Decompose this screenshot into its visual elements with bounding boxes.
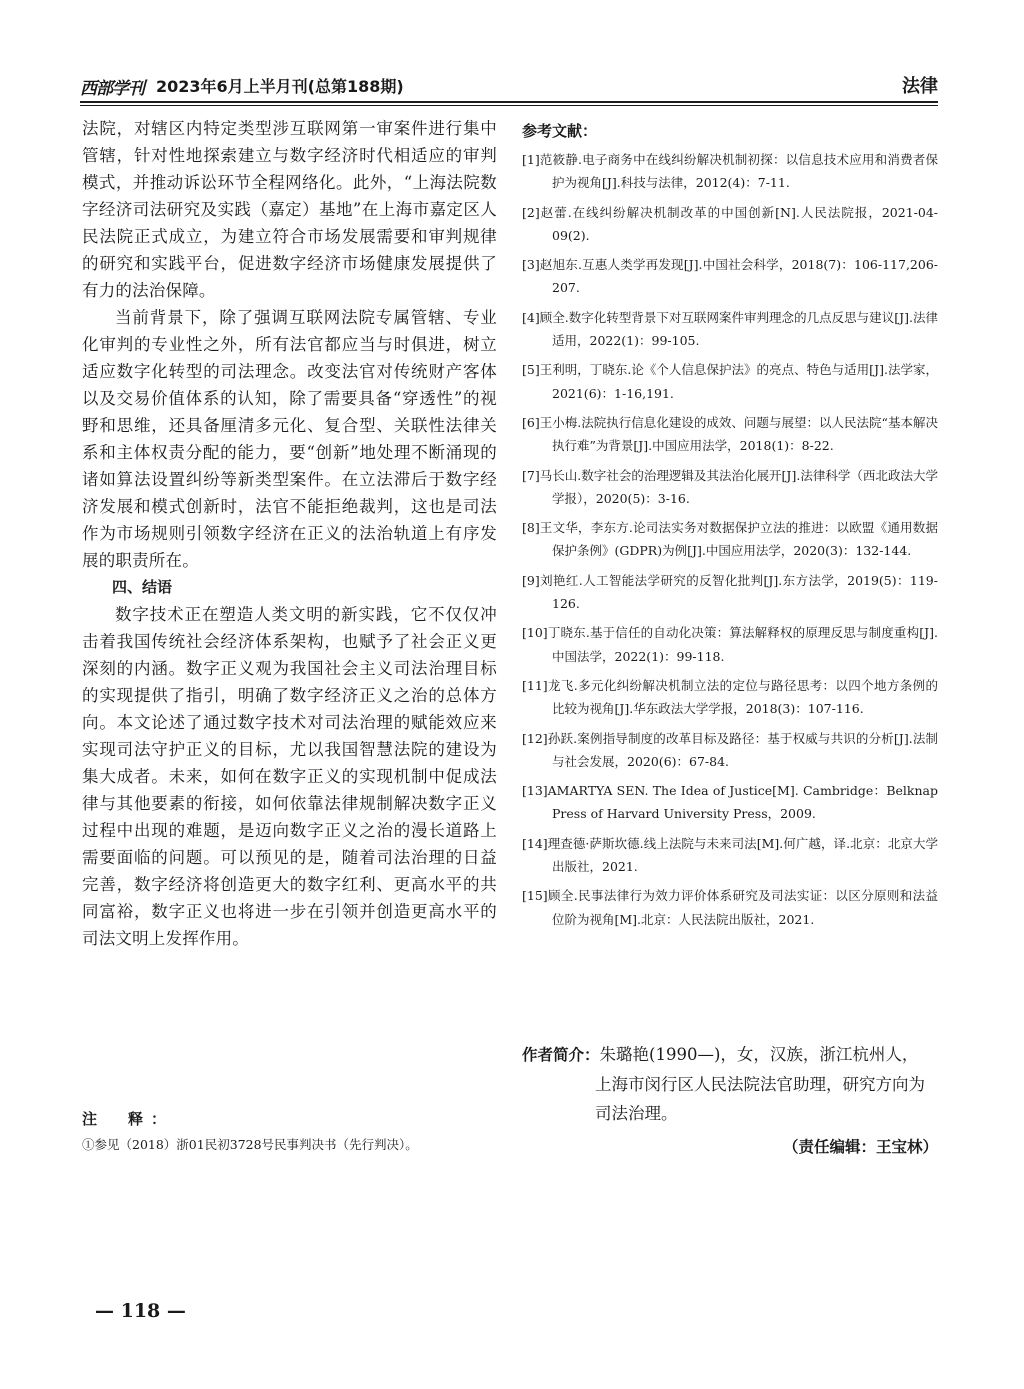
section-label: 法律: [902, 76, 938, 97]
note-item: ①参见（2018）浙01民初3728号民事判决书（先行判决）。: [82, 1137, 418, 1152]
reference-item: [10]丁晓东.基于信任的自动化决策：算法解释权的原理反思与制度重构[J].中国法学，2022(1)：99-118.: [522, 625, 938, 664]
reference-item: [2]赵蕾.在线纠纷解决机制改革的中国创新[N].人民法院报，2021-04-09(2).: [522, 204, 938, 243]
reference-item: [11]龙飞.多元化纠纷解决机制立法的定位与路径思考：以四个地方条例的比较为视角[J].华东政法大学学报，2018(3)：107-116.: [522, 677, 938, 717]
header-rule-thin: [80, 105, 938, 106]
reference-item: [9]刘艳红.人工智能法学研究的反智化批判[J].东方法学，2019(5)：119-126.: [522, 572, 938, 612]
reference-item: [4]顾全.数字化转型背景下对互联网案件审判理念的几点反思与建议[J].法律适用，2022(1)：99-105.: [522, 309, 938, 349]
body-paragraph-3: 数字技术正在塑造人类文明的新实践，它不仅仅冲击着我国传统社会经济体系架构，也赋予了社会正义更深刻的内涵。数字正义观为我国社会主义司法治理目标的实现提供了指引，明确了数字经济正义之治的总体方向。本文论述了通过数字技术对司法治理的赋能效应来实现司法守护正义的目标，尤以我国智慧法院的建设为集大成者。未来，如何在数字正义的实现机制中促成法律与其他要素的衔接，如何依靠法律规制解决数字正义过程中出现的难题，是迈向数字正义之治的漫长道路上需要面临的问题。可以预见的是，随着司法治理的日益完善，数字经济将创造更大的数字红利、更高水平的共同富裕，数字正义也将进一步在引领并创造更高水平的司法文明上发挥作用。: [82, 605, 497, 948]
author-bio: [522, 1040, 938, 1128]
reference-item: [15]顾全.民事法律行为效力评价体系研究及司法实证：以区分原则和法益位阶为视角[M].北京：人民法院出版社，2021.: [522, 888, 938, 927]
reference-item: [3]赵旭东.互惠人类学再发现[J].中国社会科学，2018(7)：106-117,206-207.: [522, 257, 938, 296]
author-bio-line1: 朱璐艳(1990—)，女，汉族，浙江杭州人，: [599, 1045, 919, 1064]
references-title: 参考文献：: [522, 122, 598, 140]
notes-title: 注 释：: [82, 1110, 175, 1128]
reference-item: [14]理查德·萨斯坎德.线上法院与未来司法[M].何广越，译.北京：北京大学出版社，2021.: [522, 835, 938, 875]
reference-item: [8]王文华，李东方.论司法实务对数据保护立法的推进：以欧盟《通用数据保护条例》(GDPR)为例[J].中国应用法学，2020(3)：132-144.: [522, 520, 938, 559]
author-bio-line2: 上海市闵行区人民法院法官助理，研究方向为司法治理。: [595, 1075, 925, 1123]
reference-item: [6]王小梅.法院执行信息化建设的成效、问题与展望：以人民法院“基本解决执行难”为背景[J].中国应用法学，2018(1)：8-22.: [522, 414, 938, 454]
issue-info: 2023年6月上半月刊(总第188期): [156, 77, 404, 96]
body-paragraph-1: 法院，对辖区内特定类型涉互联网第一审案件进行集中管辖，针对性地探索建立与数字经济时代相适应的审判模式，并推动诉讼环节全程网络化。此外，“上海法院数字经济司法研究及实践（嘉定）基地”在上海市嘉定区人民法院正式成立，为建立符合市场发展需要和审判规律的研究和实践平台，促进数字经济市场健康发展提供了有力的法治保障。: [82, 119, 497, 300]
responsible-editor: （责任编辑：王宝林）: [782, 1138, 938, 1156]
body-paragraph-2: 当前背景下，除了强调互联网法院专属管辖、专业化审判的专业性之外，所有法官都应当与时俱进，树立适应数字化转型的司法理念。改变法官对传统财产客体以及交易价值体系的认知，除了需要具备“穿透性”的视野和思维，还具备厘清多元化、复合型、关联性法律关系和主体权责分配的能力，要“创新”地处理不断涌现的诸如算法设置纠纷等新类型案件。在立法滞后于数字经济发展和模式创新时，法官不能拒绝裁判，这也是司法作为市场规则引领数字经济在正义的法治轨道上有序发展的职责所在。: [82, 308, 497, 570]
header-rule-thick: [80, 101, 938, 103]
reference-item: [13]AMARTYA SEN. The Idea of Justice[M]. Cambridge：Belknap Press of Harvard University Press，2009.: [522, 783, 938, 822]
page-header: [80, 68, 938, 102]
reference-item: [1]范筱静.电子商务中在线纠纷解决机制初探：以信息技术应用和消费者保护为视角[J].科技与法律，2012(4)：7-11.: [522, 152, 938, 191]
author-bio-label: 作者简介：: [522, 1046, 600, 1064]
reference-item: [12]孙跃.案例指导制度的改革目标及路径：基于权威与共识的分析[J].法制与社会发展，2020(6)：67-84.: [522, 730, 938, 769]
section-heading-conclusion: 四、结语: [112, 578, 173, 596]
references-column: [522, 120, 938, 937]
reference-item: [7]马长山.数字社会的治理逻辑及其法治化展开[J].法律科学（西北政法大学学报），2020(5)：3-16.: [522, 467, 938, 506]
journal-logo: 西部学刊: [80, 79, 144, 99]
page-number: — 118 —: [95, 1300, 186, 1322]
reference-item: [5]王利明，丁晓东.论《个人信息保护法》的亮点、特色与适用[J].法学家，2021(6)：1-16,191.: [522, 362, 938, 401]
left-column: [82, 115, 497, 952]
